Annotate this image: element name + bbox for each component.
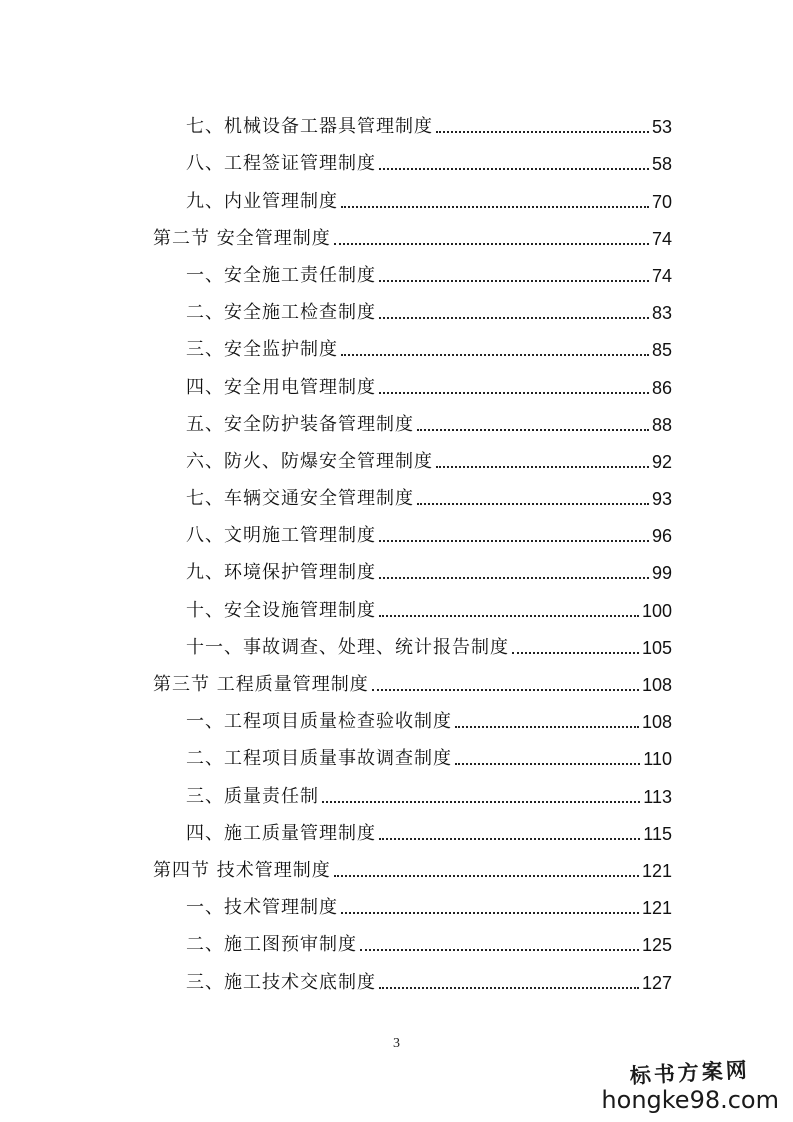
toc-entry-page-number: 99 <box>651 563 672 584</box>
toc-dot-leader <box>455 726 639 728</box>
toc-entry-label: 十、安全设施管理制度 <box>186 599 376 621</box>
toc-dot-leader <box>379 280 649 282</box>
toc-subsection-entry[interactable] <box>0 770 793 807</box>
watermark-site-name: 标书方案网 <box>629 1056 751 1089</box>
toc-entry-label: 三、施工技术交底制度 <box>186 971 376 993</box>
toc-subsection-entry[interactable] <box>0 250 793 287</box>
watermark-site-url: hongke98.com <box>601 1086 779 1114</box>
toc-entry-page-number: 83 <box>651 303 672 324</box>
toc-entry-label: 六、防火、防爆安全管理制度 <box>186 450 433 472</box>
toc-entry-page-number: 74 <box>651 228 672 249</box>
toc-dot-leader <box>417 429 649 431</box>
toc-entry-page-number: 113 <box>643 786 672 807</box>
toc-entry-label: 十一、事故调查、处理、统计报告制度 <box>186 636 509 658</box>
toc-dot-leader <box>417 503 649 505</box>
toc-subsection-entry[interactable] <box>0 919 793 956</box>
toc-entry-page-number: 121 <box>641 898 672 919</box>
toc-entry-label: 二、施工图预审制度 <box>186 934 357 956</box>
toc-subsection-entry[interactable] <box>0 101 793 138</box>
toc-dot-leader <box>379 392 649 394</box>
toc-entry-page-number: 100 <box>641 600 672 621</box>
toc-entry-label: 九、环境保护管理制度 <box>186 562 376 584</box>
toc-dot-leader <box>322 801 640 803</box>
toc-entry-label: 七、车辆交通安全管理制度 <box>186 488 414 510</box>
toc-subsection-entry[interactable] <box>0 287 793 324</box>
toc-dot-leader <box>455 763 640 765</box>
toc-subsection-entry[interactable] <box>0 510 793 547</box>
toc-entry-label: 四、施工质量管理制度 <box>186 822 376 844</box>
toc-entry-page-number: 92 <box>651 451 672 472</box>
toc-dot-leader <box>334 243 649 245</box>
toc-entry-label: 一、安全施工责任制度 <box>186 264 376 286</box>
toc-dot-leader <box>334 875 639 877</box>
toc-subsection-entry[interactable] <box>0 584 793 621</box>
toc-dot-leader <box>379 615 639 617</box>
toc-subsection-entry[interactable] <box>0 696 793 733</box>
toc-entry-label: 九、内业管理制度 <box>186 190 338 212</box>
toc-subsection-entry[interactable] <box>0 399 793 436</box>
toc-entry-page-number: 86 <box>651 377 672 398</box>
toc-dot-leader <box>379 317 649 319</box>
toc-dot-leader <box>379 577 649 579</box>
toc-entry-label: 五、安全防护装备管理制度 <box>186 413 414 435</box>
toc-subsection-entry[interactable] <box>0 547 793 584</box>
site-watermark <box>601 1056 779 1114</box>
toc-entry-label: 第二节 安全管理制度 <box>153 227 331 249</box>
toc-entry-label: 第四节 技术管理制度 <box>153 859 331 881</box>
toc-subsection-entry[interactable] <box>0 324 793 361</box>
toc-subsection-entry[interactable] <box>0 138 793 175</box>
toc-entry-page-number: 93 <box>651 489 672 510</box>
toc-entry-label: 一、技术管理制度 <box>186 897 338 919</box>
toc-entry-page-number: 127 <box>641 972 672 993</box>
toc-subsection-entry[interactable] <box>0 733 793 770</box>
toc-entry-label: 七、机械设备工器具管理制度 <box>186 116 433 138</box>
toc-entry-page-number: 58 <box>651 154 672 175</box>
toc-dot-leader <box>379 987 639 989</box>
toc-subsection-entry[interactable] <box>0 622 793 659</box>
toc-subsection-entry[interactable] <box>0 882 793 919</box>
toc-dot-leader <box>379 540 649 542</box>
toc-subsection-entry[interactable] <box>0 808 793 845</box>
toc-subsection-entry[interactable] <box>0 436 793 473</box>
toc-entry-page-number: 105 <box>641 637 672 658</box>
toc-entry-page-number: 96 <box>651 526 672 547</box>
toc-entry-label: 八、文明施工管理制度 <box>186 525 376 547</box>
toc-entry-page-number: 53 <box>651 117 672 138</box>
toc-entry-page-number: 74 <box>651 265 672 286</box>
toc-entry-page-number: 85 <box>651 340 672 361</box>
toc-dot-leader <box>360 949 639 951</box>
table-of-contents <box>0 101 793 994</box>
toc-section-entry[interactable] <box>0 213 793 250</box>
toc-entry-page-number: 88 <box>651 414 672 435</box>
page-number: 3 <box>393 1036 400 1051</box>
toc-dot-leader <box>341 912 639 914</box>
toc-entry-label: 二、安全施工检查制度 <box>186 302 376 324</box>
toc-dot-leader <box>512 652 639 654</box>
toc-dot-leader <box>436 131 649 133</box>
toc-entry-page-number: 70 <box>651 191 672 212</box>
toc-subsection-entry[interactable] <box>0 956 793 993</box>
toc-dot-leader <box>379 838 640 840</box>
toc-entry-label: 三、安全监护制度 <box>186 339 338 361</box>
toc-entry-label: 三、质量责任制 <box>186 785 319 807</box>
toc-section-entry[interactable] <box>0 845 793 882</box>
toc-entry-page-number: 108 <box>641 675 672 695</box>
toc-subsection-entry[interactable] <box>0 473 793 510</box>
toc-entry-label: 一、工程项目质量检查验收制度 <box>186 711 452 733</box>
toc-entry-page-number: 125 <box>641 935 672 956</box>
toc-dot-leader <box>436 466 649 468</box>
toc-entry-page-number: 121 <box>641 860 672 881</box>
toc-dot-leader <box>341 354 649 356</box>
toc-dot-leader <box>372 689 639 691</box>
toc-entry-label: 第三节 工程质量管理制度 <box>153 674 369 695</box>
toc-dot-leader <box>379 168 649 170</box>
toc-entry-page-number: 108 <box>641 712 672 733</box>
toc-entry-label: 二、工程项目质量事故调查制度 <box>186 748 452 770</box>
toc-subsection-entry[interactable] <box>0 361 793 398</box>
toc-entry-page-number: 115 <box>643 823 672 844</box>
toc-entry-label: 八、工程签证管理制度 <box>186 153 376 175</box>
toc-entry-page-number: 110 <box>643 749 672 770</box>
toc-subsection-entry[interactable] <box>0 175 793 212</box>
toc-section-entry[interactable] <box>0 659 793 696</box>
toc-entry-label: 四、安全用电管理制度 <box>186 376 376 398</box>
toc-dot-leader <box>341 206 649 208</box>
